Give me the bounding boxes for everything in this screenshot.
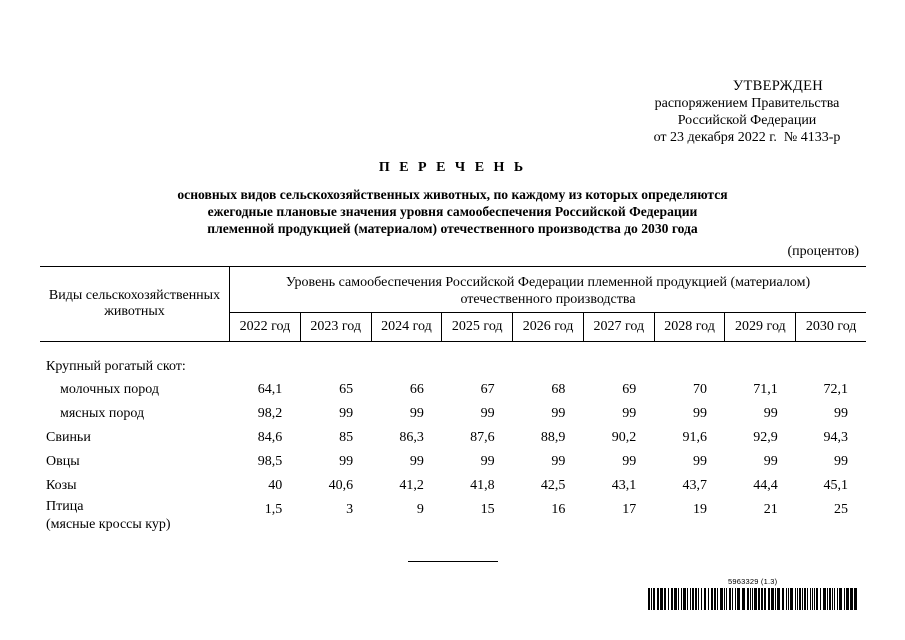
- table-cell: 99: [551, 406, 566, 421]
- table-cell: 67: [480, 382, 495, 397]
- table-cell: 71,1: [753, 382, 778, 397]
- row-label: Свиньи: [46, 430, 91, 445]
- table-cell: 99: [339, 454, 354, 469]
- table-cell: 99: [834, 406, 848, 421]
- table-row: [40, 498, 866, 534]
- column-header-animal-type: Виды сельскохозяйственных животных: [40, 267, 230, 342]
- column-header-year: 2025 год: [442, 313, 513, 342]
- end-divider: [408, 561, 498, 562]
- barcode-number: 5963329 (1.3): [728, 577, 778, 586]
- subtitle-line: основных видов сельскохозяйственных животных, по каждому из которых определяются: [177, 187, 728, 202]
- table-cell: 98,2: [257, 406, 283, 421]
- row-label: молочных пород: [60, 382, 159, 397]
- subtitle-line: племенной продукцией (материалом) отечественного производства до 2030 года: [207, 221, 698, 236]
- table-cell: 99: [622, 454, 637, 469]
- table-cell: 70: [692, 382, 707, 397]
- table-cell: 43,1: [611, 478, 637, 493]
- approval-title: УТВЕРЖДЕН: [732, 78, 823, 94]
- table-cell: 99: [409, 406, 424, 421]
- table-cell: 21: [763, 502, 778, 517]
- row-label-line: Птица: [46, 499, 84, 514]
- table-cell: 91,6: [682, 430, 707, 445]
- table-cell: 98,5: [257, 454, 283, 469]
- units-label: (процентов): [787, 244, 859, 259]
- table-cell: 9: [416, 502, 424, 517]
- row-label: мясных пород: [60, 406, 145, 421]
- approval-block: [637, 78, 857, 146]
- table-cell: 99: [763, 406, 778, 421]
- table-cell: 90,2: [611, 430, 637, 445]
- column-header-year: 2030 год: [796, 313, 866, 342]
- table-cell: 99: [339, 406, 354, 421]
- table-group-row: [40, 356, 866, 378]
- barcode: [648, 588, 857, 610]
- table-cell: 99: [480, 454, 495, 469]
- approval-date-number: от 23 декабря 2022 г. № 4133-р: [653, 130, 841, 145]
- row-label: Козы: [46, 478, 77, 493]
- table-cell: 99: [622, 406, 637, 421]
- table-row: [40, 426, 866, 450]
- table-cell: 99: [551, 454, 566, 469]
- table-cell: 25: [834, 502, 848, 517]
- row-label: [40, 498, 230, 534]
- table-cell: 41,2: [399, 478, 424, 493]
- table-cell: 92,9: [753, 430, 778, 445]
- approval-line: Российской Федерации: [677, 113, 817, 128]
- column-header-year: 2028 год: [654, 313, 725, 342]
- table-cell: 65: [339, 382, 354, 397]
- table-cell: 69: [622, 382, 637, 397]
- table-row: [40, 474, 866, 498]
- column-header-group: Уровень самообеспечения Российской Федерации племенной продукцией (материалом) отечественного производства: [230, 267, 867, 313]
- table-cell: 64,1: [257, 382, 283, 397]
- table-cell: 86,3: [399, 430, 424, 445]
- table-cell: 87,6: [470, 430, 495, 445]
- row-label-cattle: Крупный рогатый скот:: [46, 359, 186, 374]
- table-cell: 99: [409, 454, 424, 469]
- row-label-note: (мясные кроссы кур): [46, 517, 171, 532]
- table-cell: 66: [409, 382, 424, 397]
- table-cell: 42,5: [540, 478, 566, 493]
- table-cell: 84,6: [257, 430, 283, 445]
- table-cell: 41,8: [470, 478, 495, 493]
- table-cell: 68: [551, 382, 566, 397]
- table-cell: 40: [268, 478, 283, 493]
- table-cell: 88,9: [540, 430, 566, 445]
- column-header-year: 2026 год: [513, 313, 584, 342]
- self-sufficiency-table: [40, 266, 866, 534]
- table-cell: 99: [692, 454, 707, 469]
- table-row: [40, 450, 866, 474]
- table-cell: 16: [551, 502, 566, 517]
- table-cell: 94,3: [823, 430, 848, 445]
- table-cell: 44,4: [753, 478, 778, 493]
- column-header-year: 2022 год: [230, 313, 301, 342]
- column-header-year: 2027 год: [583, 313, 654, 342]
- table-cell: 40,6: [328, 478, 354, 493]
- subtitle-line: ежегодные плановые значения уровня самообеспечения Российской Федерации: [207, 204, 698, 219]
- approval-line: распоряжением Правительства: [654, 96, 840, 111]
- table-cell: 85: [339, 430, 354, 445]
- column-header-year: 2029 год: [725, 313, 796, 342]
- table-cell: 99: [692, 406, 707, 421]
- row-label: Овцы: [46, 454, 80, 469]
- table-cell: 3: [346, 502, 354, 517]
- table-cell: 45,1: [823, 478, 848, 493]
- table-cell: 17: [622, 502, 637, 517]
- column-header-year: 2024 год: [371, 313, 442, 342]
- table-cell: 15: [480, 502, 495, 517]
- table-cell: 19: [692, 502, 707, 517]
- table-cell: 72,1: [823, 382, 848, 397]
- table-cell: 1,5: [264, 502, 283, 517]
- table-row: [40, 402, 866, 426]
- table-cell: 43,7: [682, 478, 707, 493]
- column-header-year: 2023 год: [300, 313, 371, 342]
- document-subtitle: [100, 186, 805, 237]
- document-title: П Е Р Е Ч Е Н Ь: [378, 160, 527, 175]
- table-cell: 99: [834, 454, 848, 469]
- table-row: [40, 378, 866, 402]
- table-cell: 99: [763, 454, 778, 469]
- table-cell: 99: [480, 406, 495, 421]
